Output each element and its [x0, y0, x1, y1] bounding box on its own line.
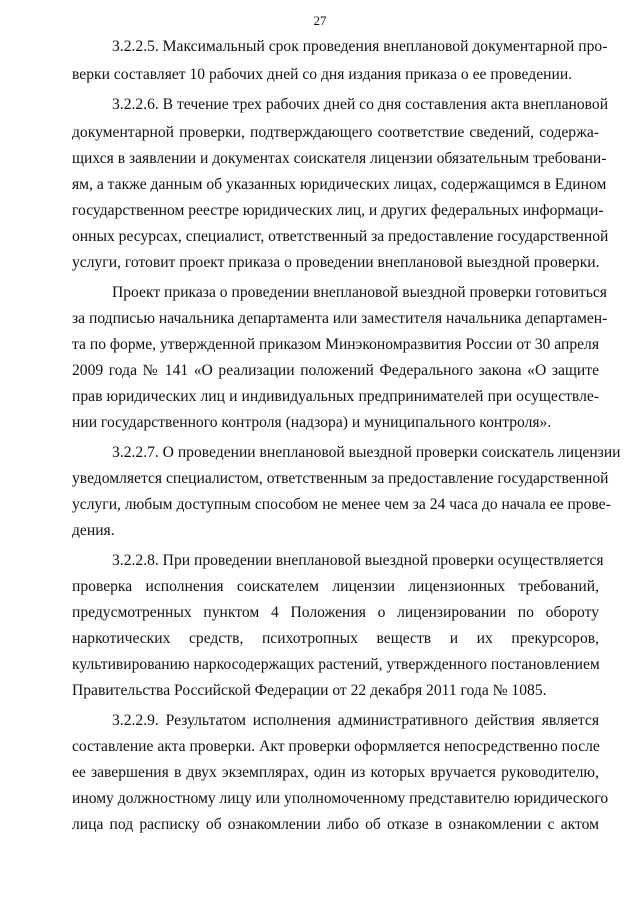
text-line: 2009 года № 141 «О реализации положений Федерального закона «О защите: [72, 362, 599, 379]
text-line: государственном реестре юридических лиц, и других федеральных информаци-: [72, 202, 604, 219]
text-line: щихся в заявлении и документах соискателя лицензии обязательным требовани-: [72, 150, 607, 167]
text-line: иному должностному лицу или уполномоченному представителю юридического: [72, 790, 609, 807]
text-line: уведомляется специалистом, ответственным за предоставление государственной: [72, 470, 609, 487]
text-line: Правительства Российской Федерации от 22 декабря 2011 года № 1085.: [72, 682, 547, 699]
page-number: 27: [313, 13, 327, 28]
text-line: 3.2.2.6. В течение трех рабочих дней со дня составления акта внеплановой: [112, 96, 609, 113]
text-line: услуги, готовит проект приказа о проведении внеплановой выездной проверки.: [72, 254, 600, 271]
text-line: культивированию наркосодержащих растений, утвержденного постановлением: [72, 656, 600, 673]
text-line: нии государственного контроля (надзора) и муниципального контроля».: [72, 414, 552, 431]
text-line: та по форме, утвержденной приказом Минэкономразвития России от 30 апреля: [72, 336, 599, 353]
text-line: услуги, любым доступным способом не менее чем за 24 часа до начала ее прове-: [72, 496, 611, 513]
text-line: лица под расписку об ознакомлении либо об отказе в ознакомлении с актом: [72, 816, 599, 833]
text-line: за подписью начальника департамента или заместителя начальника департамен-: [72, 310, 608, 327]
text-line: прав юридических лиц и индивидуальных предпринимателей при осуществле-: [72, 388, 599, 405]
text-line: проверка исполнения соискателем лицензии лицензионных требований,: [72, 578, 599, 595]
text-line: 3.2.2.5. Максимальный срок проведения внеплановой документарной про-: [112, 38, 608, 55]
text-line: документарной проверки, подтверждающего соответствие сведений, содержа-: [72, 124, 599, 141]
text-line: Проект приказа о проведении внеплановой выездной проверки готовиться: [112, 284, 607, 301]
text-line: ям, а также данным об указанных юридических лицах, содержащимся в Едином: [72, 176, 607, 193]
text-line: 3.2.2.7. О проведении внеплановой выездной проверки соискатель лицензии: [112, 444, 621, 461]
text-line: 3.2.2.9. Результатом исполнения административного действия является: [112, 712, 599, 729]
text-line: дения.: [72, 522, 115, 539]
text-line: предусмотренных пунктом 4 Положения о лицензировании по обороту: [72, 604, 599, 621]
text-line: наркотических средств, психотропных веществ и их прекурсоров,: [72, 630, 599, 647]
text-line: онных ресурсах, специалист, ответственный за предоставление государственной: [72, 228, 609, 245]
text-line: составление акта проверки. Акт проверки оформляется непосредственно после: [72, 738, 600, 755]
text-line: ее завершения в двух экземплярах, один из которых вручается руководителю,: [72, 764, 599, 781]
text-line: 3.2.2.8. При проведении внеплановой выездной проверки осуществляется: [112, 552, 604, 569]
text-line: верки составляет 10 рабочих дней со дня издания приказа о ее проведении.: [72, 66, 573, 83]
